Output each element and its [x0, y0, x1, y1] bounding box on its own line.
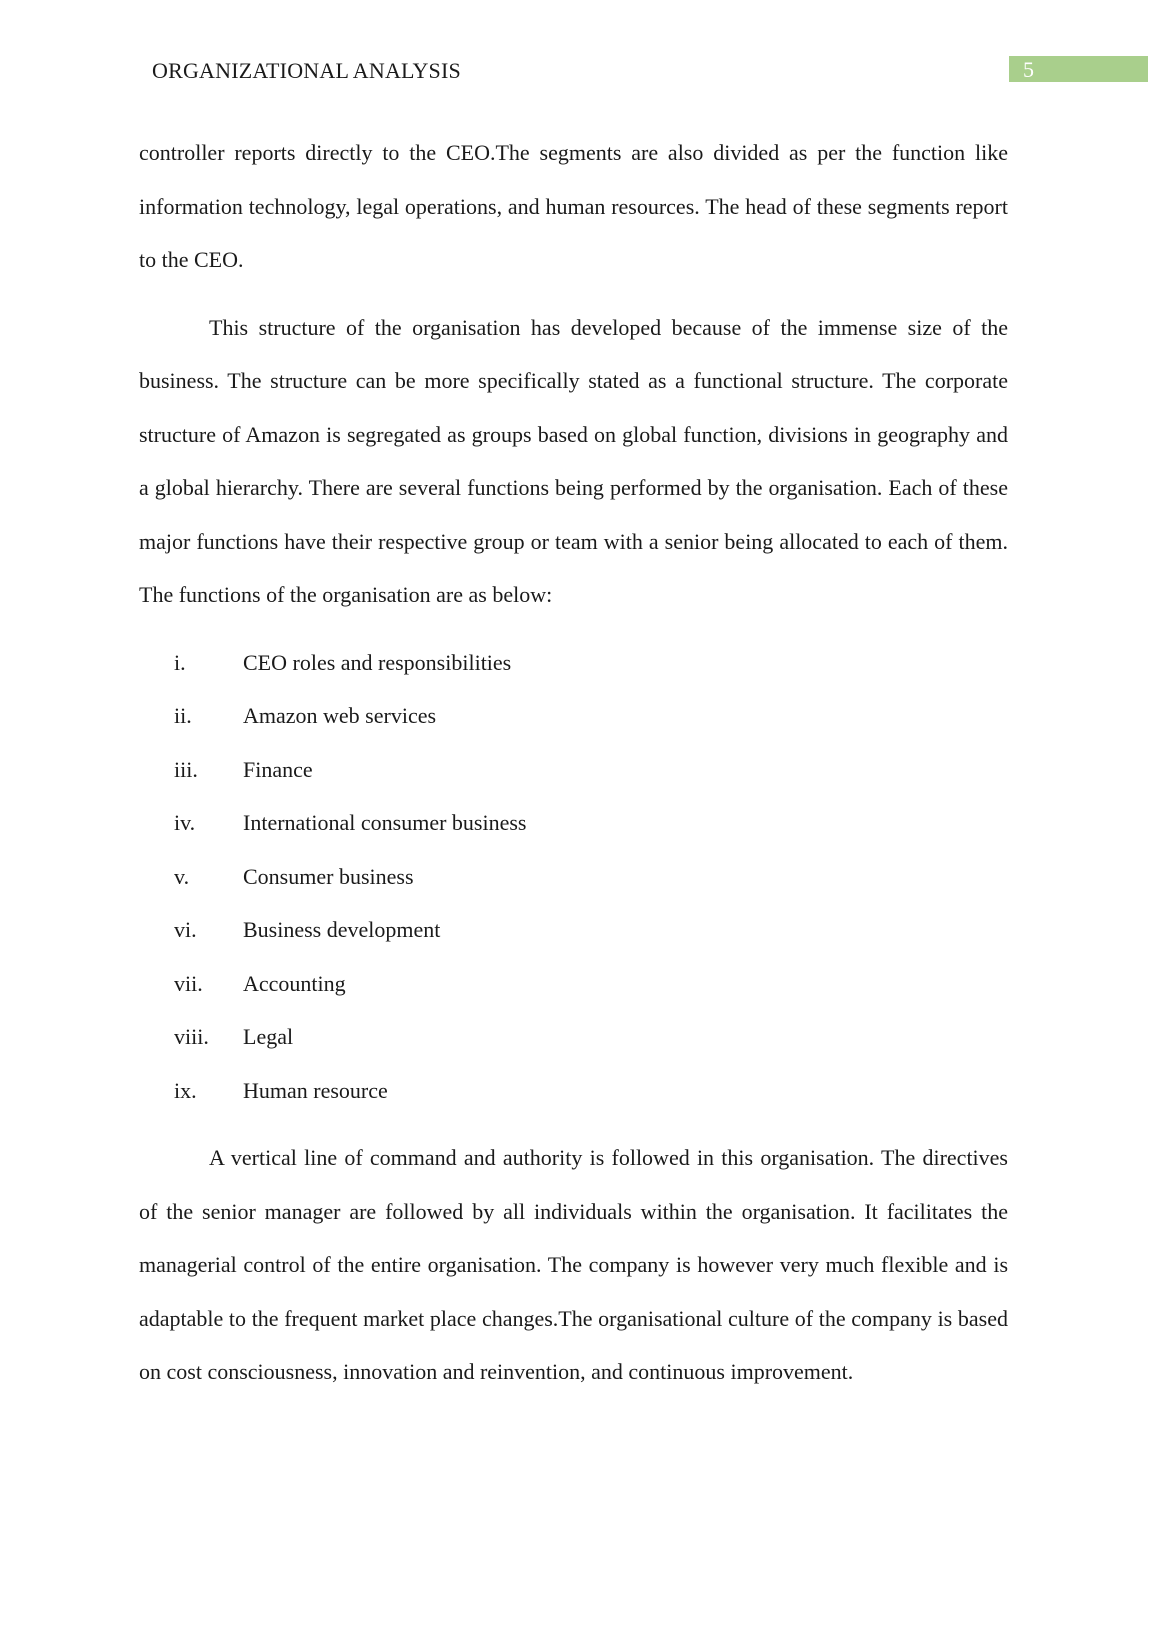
list-item-label: Business development [243, 917, 441, 942]
list-item-number: vii. [174, 970, 203, 996]
list-item-label: International consumer business [243, 810, 527, 835]
paragraph-command-culture: A vertical line of command and authority is followed in this organisation. The directives of the senior manager are followed by all individuals within the organisation. It facilitates the managerial control of the entire organisation. The company is however very much flexible and is adaptable to the frequent market place changes.The organisational culture of the company is based on cost consciousness, innovation and reinvention, and continuous improvement. [139, 1145, 1008, 1384]
list-item-label: Consumer business [243, 863, 414, 889]
list-item-number: viii. [174, 1024, 209, 1049]
list-item [139, 743, 1008, 797]
list-item [139, 636, 1008, 690]
list-item [139, 1010, 1008, 1064]
list-item [139, 957, 1008, 1011]
list-item [139, 1064, 1008, 1118]
body-text [139, 126, 1008, 1413]
list-item-number: iii. [174, 756, 198, 782]
list-item-number: ii. [174, 703, 192, 728]
list-item-label: Legal [243, 1024, 294, 1049]
list-item [139, 903, 1008, 957]
list-item-label: Amazon web services [243, 703, 437, 728]
list-item-number: vi. [174, 917, 197, 942]
list-item [139, 796, 1008, 850]
paragraph-structure: This structure of the organisation has developed because of the immense size of the business. The structure can be more specifically stated as a functional structure. The corporate structure of Amazon is segregated as groups based on global function, divisions in geography and a global hierarchy. There are several functions being performed by the organisation. Each of these major functions have their respective group or team with a senior being allocated to each of them. The functions of the organisation are as below: [139, 314, 1008, 607]
list-item-label: Accounting [243, 970, 346, 996]
list-item [139, 850, 1008, 904]
running-head-title: ORGANIZATIONAL ANALYSIS [152, 58, 461, 83]
list-item-label: Human resource [243, 1077, 388, 1103]
list-item-label: CEO roles and responsibilities [243, 649, 512, 675]
page-number-box [1009, 56, 1148, 82]
list-item-number: ix. [174, 1077, 197, 1103]
list-item-number: i. [174, 649, 186, 675]
functions-list [139, 636, 1008, 1118]
paragraph-continuation: controller reports directly to the CEO.The segments are also divided as per the function like information technology, legal operations, and human resources. The head of these segments report to the CEO. [139, 140, 1008, 272]
page-number: 5 [1023, 57, 1034, 82]
list-item-number: v. [174, 863, 190, 889]
list-item [139, 689, 1008, 743]
list-item-label: Finance [243, 756, 313, 782]
list-item-number: iv. [174, 810, 196, 835]
page-header [0, 56, 1158, 84]
